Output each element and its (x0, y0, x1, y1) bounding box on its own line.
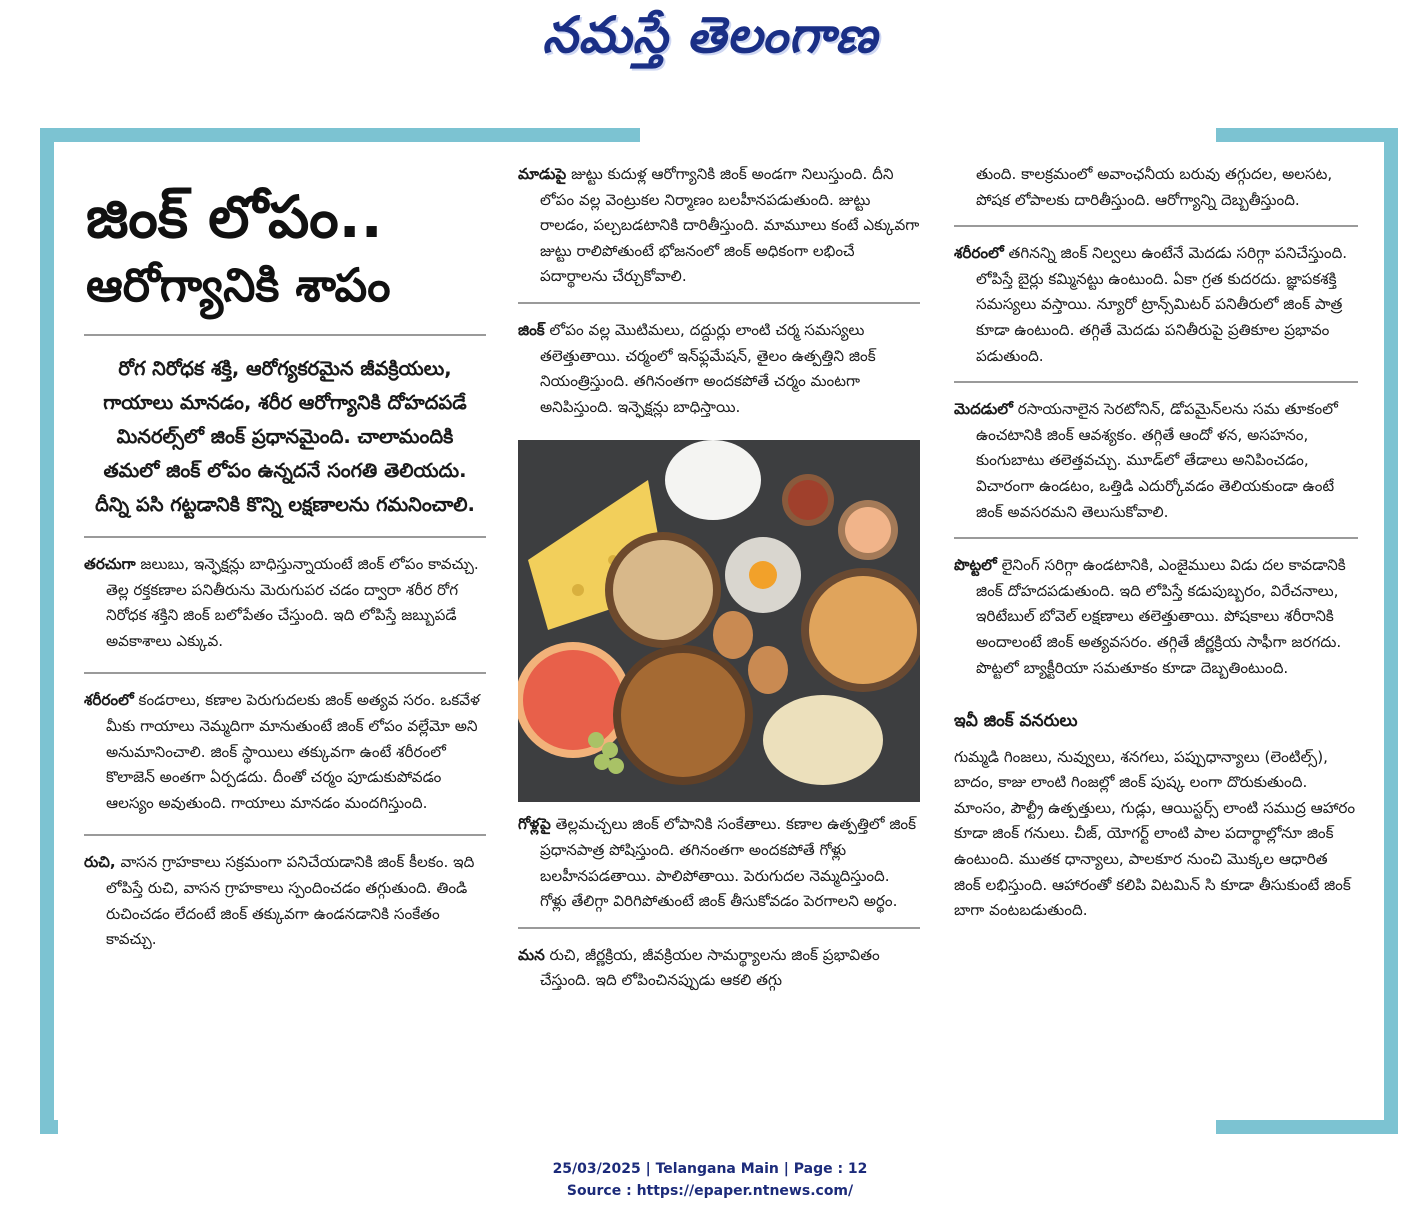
zinc-foods-illustration (518, 440, 920, 802)
paragraph-lead: శరీరంలో (84, 691, 134, 710)
paragraph-text: తగినన్ని జింక్ నిల్వలు ఉంటేనే మెదడు సరిగ్గా పనిచేస్తుంది. లోపిస్తే బైర్లు కమ్మినట్టు ఉంటుంది. ఏకా గ్రత కుదరదు. జ్ఞాపకశక్తి సమస్యలు వస్తాయి. న్యూరో ట్రాన్స్‌మిటర్ పనితీరులో జింక్ పాత్ర కూడా ఉంటుంది. తగ్గితే మెదడు పనితీరుపై ప్రతికూల ప్రభావం పడుతుంది. (976, 244, 1348, 365)
frame-bar-bottom-right (1216, 1120, 1398, 1134)
footer-source-link[interactable]: Source : https://epaper.ntnews.com/ (566, 1183, 854, 1199)
paragraph-nails (518, 812, 920, 926)
frame-bar-top-left (40, 128, 640, 142)
paragraph-wound-healing (84, 672, 486, 828)
paragraph-text: తుంది. కాలక్రమంలో అవాంఛనీయ బరువు తగ్గుదల, అలసట, పోషక లోపాలకు దారితీస్తుంది. ఆరోగ్యాన్ని దెబ్బతీస్తుంది. (976, 165, 1333, 209)
masthead-logo: నమస్తే తెలంగాణ (542, 6, 878, 64)
zinc-sources-text: గుమ్మడి గింజలు, నువ్వులు, శనగలు, పప్పుధాన్యాలు (లెంటిల్స్), బాదం, కాజు లాంటి గింజల్లో జింక్ పుష్క లంగా దొరుకుతుంది. మాంసం, పౌల్ట్రీ ఉత్పత్తులు, గుడ్లు, ఆయిస్టర్స్ లాంటి సముద్ర ఆహారం కూడా జింక్ గనులు. చీజ్, యోగర్ట్ లాంటి పాల పదార్థాల్లోనూ జింక్ ఉంటుంది. ముతక ధాన్యాలు, పాలకూర నుంచి మొక్కల ఆధారిత జింక్ లభిస్తుంది. ఆహారంతో కలిపి విటమిన్ సి కూడా తీసుకుంటే జింక్ బాగా వంటబడుతుంది. (954, 747, 1356, 920)
paragraph-lead: మన (518, 945, 545, 964)
frame-bar-bottom-left (40, 1120, 58, 1134)
article-headline: జింక్ లోపం.. (86, 183, 383, 251)
paragraph-text: లైనింగ్ సరిగ్గా ఉండటానికి, ఎంజైములు విడు దల కావడానికి జింక్ దోహదపడుతుంది. ఇది లోపిస్తే కడుపుబ్బరం, విరేచనాలు, ఇరిటేబుల్ బోవెల్ లక్షణాలు తలెత్తుతాయి. పోషకాలు శరీరానికి అందాలంటే జింక్ అత్యవసరం. తగ్గితే జీర్ణక్రియ సాఫీగా జరగదు. పొట్టలో బ్యాక్టీరియా సమతూకం కూడా దెబ్బతింటుంది. (976, 556, 1346, 677)
paragraph-skin (518, 302, 920, 432)
zinc-sources-title: ఇవీ జింక్ వనరులు (954, 711, 1078, 732)
footer-date-edition: 25/03/2025 | Telangana Main | Page : 12 (552, 1161, 868, 1177)
paragraph-text: జుట్టు కుదుళ్ల ఆరోగ్యానికి జింక్ అండగా నిలుస్తుంది. దీని లోపం వల్ల వెంట్రుకల నిర్మాణం బలహీనపడుతుంది. జుట్టు రాలడం, పల్చబడటానికి దారితీస్తుంది. మామూలు కంటే ఎక్కువగా జుట్టు రాలిపోతుంటే భోజనంలో జింక్ అధికంగా లభించే పదార్థాలను చేర్చుకోవాలి. (540, 165, 920, 286)
article-column-1 (84, 160, 486, 965)
zinc-foods-photo (518, 440, 920, 802)
paragraph-brain (954, 225, 1358, 381)
paragraph-text: వాసన గ్రాహకాలు సక్రమంగా పనిచేయడానికి జింక్ కీలకం. ఇది లోపిస్తే రుచి, వాసన గ్రాహకాలు స్పందించడం తగ్గుతుంది. తిండి రుచించడం లేదంటే జింక్ తక్కువగా ఉండనడానికి సంకేతం కావచ్చు. (106, 853, 475, 949)
paragraph-lead: తరచుగా (84, 555, 136, 573)
page-footer (0, 1158, 1420, 1202)
paragraph-text: రసాయనాలైన సెరటోనిన్, డోపమైన్‌లను సమ తూకంలో ఉంచటానికి జింక్ ఆవశ్యకం. తగ్గితే ఆందో ళన, అసహనం, కుంగుబాటు తలెత్తవచ్చు. మూడ్‌లో తేడాలు అనిపించడం, విచారంగా ఉండటం, ఒత్తిడి ఎదుర్కోవడం తెలియకుండా ఉంటే జింక్ అవసరమని తెలుసుకోవాలి. (976, 400, 1338, 521)
paragraph-lead: జింక్ (518, 320, 545, 339)
article-column-2 (518, 162, 920, 1006)
frame-bar-right (1384, 128, 1398, 1134)
paragraph-frequent-colds (84, 536, 486, 666)
frame-bar-top-right (1216, 128, 1398, 142)
paragraph-text: జలుబు, ఇన్ఫెక్షన్లు బాధిస్తున్నాయంటే జింక్ లోపం కావచ్చు. తెల్ల రక్తకణాల పనితీరును మెరుగుపర చడం ద్వారా శరీర రోగ నిరోధక శక్తిని జింక్ బలోపేతం చేస్తుంది. ఇది లోపిస్తే జబ్బుపడే అవకాశాలు ఎక్కువ. (106, 555, 479, 650)
paragraph-hair (518, 162, 920, 302)
article-intro: రోగ నిరోధక శక్తి, ఆరోగ్యకరమైన జీవక్రియలు, గాయాలు మానడం, శరీర ఆరోగ్యానికి దోహదపడే మినరల్స్‌లో జింక్ ప్రధానమైంది. చాలామందికి తమలో జింక్ లోపం ఉన్నదనే సంగతి తెలియదు. దీన్ని పసి గట్టడానికి కొన్ని లక్షణాలను గమనించాలి. (84, 334, 486, 522)
paragraph-text: రుచి, జీర్ణక్రియ, జీవక్రియల సామర్థ్యాలను జింక్ ప్రభావితం చేస్తుంది. ఇది లోపించినప్పుడు ఆకలి తగ్గు (540, 945, 880, 990)
paragraph-digestion (954, 537, 1358, 693)
paragraph-lead: మాడుపై (518, 165, 567, 183)
article-subheadline: ఆరోగ్యానికి శాపం (86, 258, 391, 312)
paragraph-appetite-continued (954, 162, 1358, 225)
article-column-3 (954, 162, 1358, 924)
paragraph-lead: శరీరంలో (954, 244, 1004, 263)
paragraph-lead: గోళ్లపై (518, 815, 551, 834)
paragraph-lead: మెదడులో (954, 400, 1013, 419)
paragraph-taste-smell (84, 834, 486, 964)
paragraph-lead: పొట్టలో (954, 556, 997, 575)
paragraph-text: లోపం వల్ల మొటిమలు, దద్దుర్లు లాంటి చర్మ సమస్యలు తలెత్తుతాయి. చర్మంలో ఇన్‌ఫ్లమేషన్, తైలం ఉత్పత్తిని జింక్ నియంత్రిస్తుంది. తగినంతగా అందకపోతే చర్మం మంటగా అనిపిస్తుంది. ఇన్ఫెక్షన్లు బాధిస్తాయి. (540, 320, 876, 416)
frame-bar-left (40, 128, 54, 1134)
paragraph-lead: రుచి, (84, 853, 116, 872)
paragraph-text: కండరాలు, కణాల పెరుగుదలకు జింక్ అత్యవ సరం. ఒకవేళ మీకు గాయాలు నెమ్మదిగా మానుతుంటే జింక్ లోపం వల్లేమో అని అనుమానించాలి. జింక్ స్థాయిలు తక్కువగా ఉంటే శరీరంలో కొలాజెన్ అంతగా ఏర్పడదు. దీంతో చర్మం పూడుకుపోవడం ఆలస్యం అవుతుంది. గాయాలు మానడం మందగిస్తుంది. (106, 691, 480, 812)
paragraph-appetite (518, 927, 920, 1006)
paragraph-mood (954, 381, 1358, 537)
paragraph-text: తెల్లమచ్చలు జింక్ లోపానికి సంకేతాలు. కణాల ఉత్పత్తిలో జింక్ ప్రధానపాత్ర పోషిస్తుంది. తగినంతగా అందకపోతే గోళ్లు బలహీనపడతాయి. పాలిపోతాయి. పెరుగుదల నెమ్మదిస్తుంది. గోళ్లు తేలిగ్గా విరిగిపోతుంటే జింక్ తీసుకోవడం పెరగాలని అర్థం. (540, 815, 917, 911)
